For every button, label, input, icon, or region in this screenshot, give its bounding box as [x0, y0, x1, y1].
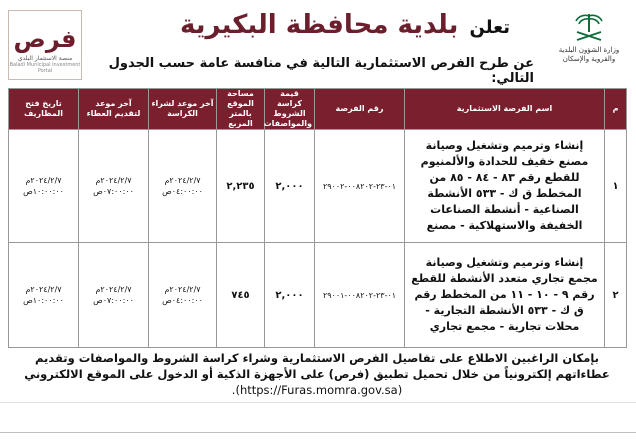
- opportunity-name: إنشاء وترميم وتشغيل وصيانة مجمع تجاري متعدد الأنشطة للقطع رقم ٩ - ١٠ - ١١ من المخطط رقم ق ك - ٥٣٣ الأنشطة التجارية - محلات تجارية - مجمع تجاري: [405, 243, 605, 348]
- opening-date: ٢٠٢٤/٢/٧م ١٠:٠٠:٠٠ص: [9, 130, 79, 243]
- col-index: م: [605, 89, 627, 130]
- advertisement: [4, 4, 630, 403]
- divider: [0, 402, 636, 403]
- footer-text: بإمكان الراغبين الاطلاع على تفاصيل الفرص الاستثمارية وشراء كراسة الشروط والمواصفات وتقديم عطاءاتهم إلكترونياً من خلال تحميل تطبيق (فرص) على الأجهزة الذكية أو الدخول على الموقع الالكتروني: [24, 351, 610, 381]
- row-index: ١: [605, 130, 627, 243]
- row-index: ٢: [605, 243, 627, 348]
- booklet-price: ٢,٠٠٠: [265, 243, 315, 348]
- col-last-submission-date: آخر موعد لتقديم العطاء: [79, 89, 149, 130]
- palm-swords-icon: [568, 10, 610, 46]
- booklet-price: ٢,٠٠٠: [265, 130, 315, 243]
- ad-header: [4, 4, 630, 88]
- col-last-purchase-date: آخر موعد لشراء الكراسة: [149, 89, 217, 130]
- opportunity-number: ٠١-٢٣-٠٠٨٢٠٢-٢٩٠٠١: [315, 243, 405, 348]
- table-header-row: [9, 89, 627, 130]
- ad-footer: [8, 350, 626, 402]
- municipality-name: بلدية محافظة البكيرية: [179, 10, 459, 40]
- col-site-area: مساحة الموقع بالمتر المربع: [217, 89, 265, 130]
- furas-logo-word: فرص: [13, 25, 77, 53]
- col-opening-date: تاريخ فتح المظاريف: [9, 89, 79, 130]
- col-opportunity-number: رقم الفرصة: [315, 89, 405, 130]
- last-submission-date: ٢٠٢٤/٢/٧م ٠٧:٠٠:٠٠ص: [79, 243, 149, 348]
- table-row: [9, 243, 627, 348]
- furas-logo: [8, 10, 82, 80]
- site-area: ٧٤٥: [217, 243, 265, 348]
- col-booklet-price: قيمة كراسة الشروط والمواصفات: [265, 89, 315, 130]
- ministry-name: وزارة الشؤون البلدية والقروية والإسكان: [558, 46, 620, 63]
- last-purchase-date: ٢٠٢٤/٢/٧م ٠٤:٠٠:٠٠ص: [149, 130, 217, 243]
- table-row: [9, 130, 627, 243]
- last-submission-date: ٢٠٢٤/٢/٧م ٠٧:٠٠:٠٠ص: [79, 130, 149, 243]
- furas-website-link[interactable]: (https://Furas.momra.gov.sa).: [231, 383, 403, 397]
- furas-logo-subtitle-en: Baladi Municipal Investment Portal: [9, 62, 81, 74]
- ad-title: [90, 10, 510, 46]
- last-purchase-date: ٢٠٢٤/٢/٧م ٠٤:٠٠:٠٠ص: [149, 243, 217, 348]
- opportunity-name: إنشاء وترميم وتشغيل وصيانة مصنع خفيف للحدادة والألمنيوم للقطع رقم ٨٣ - ٨٤ - ٨٥ من المخطط ق ك - ٥٣٣ الأنشطة الصناعية - أنشطة الصناعات الخفيفة والاستهلاكية - مصنع: [405, 130, 605, 243]
- col-opportunity-name: اسم الفرصة الاستثمارية: [405, 89, 605, 130]
- announce-word: تعلن: [469, 17, 510, 38]
- divider: [0, 432, 636, 433]
- ministry-logo: [554, 8, 624, 82]
- opportunity-number: ٠١-٢٣-٠٠٨٢٠٢-٢٩٠٠٢: [315, 130, 405, 243]
- site-area: ٢,٢٣٥: [217, 130, 265, 243]
- ad-subtitle: عن طرح الفرص الاستثمارية التالية في منافسة عامة حسب الجدول التالي:: [108, 56, 534, 86]
- furas-logo-subtitle: منصة الاستثمار البلدي: [17, 55, 73, 62]
- opportunities-table: [8, 88, 627, 348]
- opening-date: ٢٠٢٤/٢/٧م ١٠:٠٠:٠٠ص: [9, 243, 79, 348]
